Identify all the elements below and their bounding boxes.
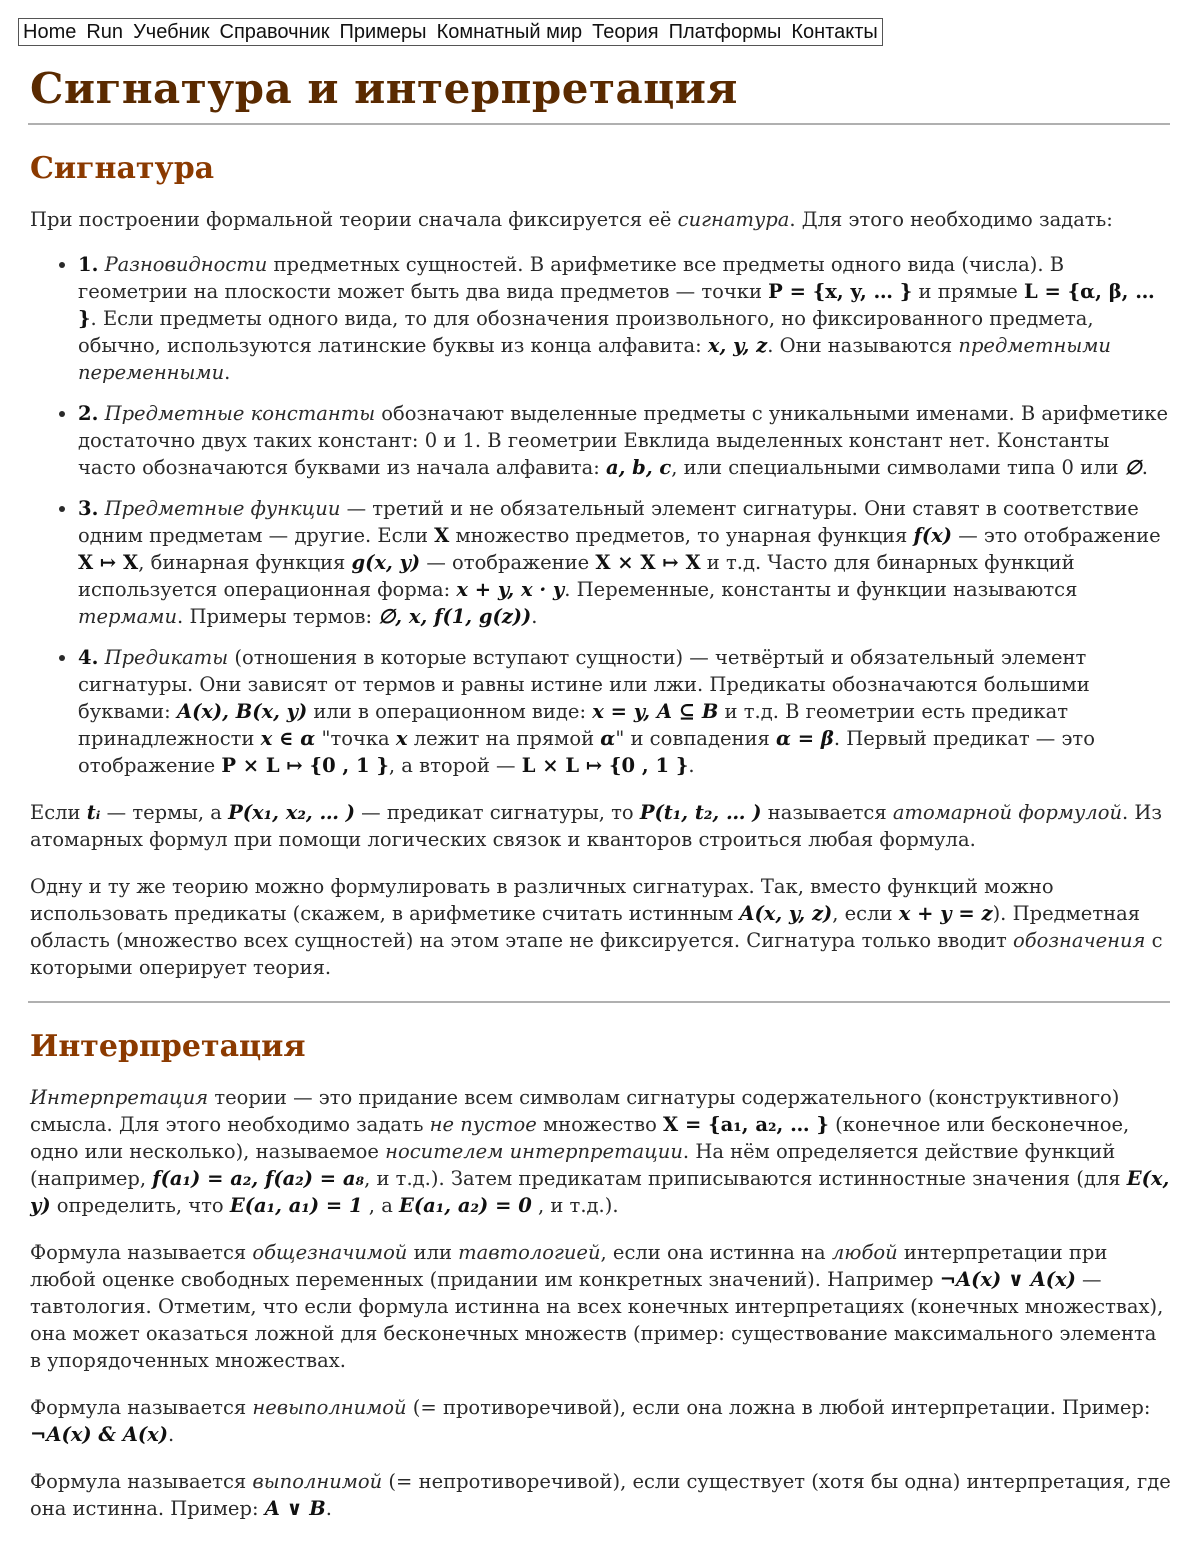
section-interpretation-title: Интерпретация (30, 1029, 306, 1064)
term: Разновидности (104, 253, 268, 276)
math: X (434, 524, 450, 547)
text: ). Предметная область (множество всех сущностей) на этом этапе не фиксируется. Сигнатура только вводит (30, 902, 1141, 952)
signature-list (30, 251, 1172, 779)
signature-intro (30, 206, 1172, 233)
item-number: 2. (78, 402, 99, 425)
term: Предметные функции (104, 497, 341, 520)
text: Одну и ту же теорию можно формулировать в различных сигнатурах. Так, вместо функций можно использовать предикаты (скажем, в арифметике считать истинным (30, 875, 1054, 925)
item-number: 1. (78, 253, 99, 276)
nav-theory[interactable]: Теория (592, 20, 659, 43)
math: A(x, y, z) (739, 902, 833, 925)
text: Формула называется (30, 1470, 253, 1493)
math: α = β (775, 727, 834, 750)
text: — предикат сигнатуры, то (354, 801, 640, 824)
text: или в операционном виде: (307, 700, 593, 723)
math: x, y, z (707, 334, 768, 357)
divider (28, 1001, 1170, 1003)
text: , и т.д.). Затем предикатам приписываются истинностные значения (для (364, 1167, 1127, 1190)
term: Предикаты (104, 646, 229, 669)
text: Если (30, 801, 87, 824)
math: A ∨ B (264, 1497, 326, 1520)
term: Предметные константы (104, 402, 376, 425)
math: f(x) (913, 524, 953, 547)
text: . (325, 1497, 332, 1520)
term: выполнимой (252, 1470, 383, 1493)
term: сигнатура (677, 208, 790, 231)
nav-platforms[interactable]: Платформы (668, 20, 782, 43)
term: общезначимой (252, 1241, 408, 1264)
signature-para-atomic (30, 799, 1172, 853)
text: — отображение (420, 551, 596, 574)
text: множество предметов, то унарная функция (449, 524, 914, 547)
text: — это отображение (952, 524, 1161, 547)
term: атомарной формулой (892, 801, 1122, 824)
math: A(x), B(x, y) (176, 700, 308, 723)
text: множество (536, 1113, 664, 1136)
text: (отношения в которые вступают сущности) — четвёртый и обязательный элемент сигнатуры. Они зависят от термов и равны истине или лжи. Предикаты обозначаются большими буквами: (78, 646, 1090, 723)
math: α (600, 727, 616, 750)
text: " и совпадения (615, 727, 776, 750)
text: Формула называется (30, 1396, 253, 1419)
nav-run[interactable]: Run (86, 20, 124, 43)
text: и т.д. В геометрии есть предикат принадлежности (78, 700, 1069, 750)
text: и т.д. Часто для бинарных функций используется операционная форма: (78, 551, 1075, 601)
text: — термы, а (100, 801, 229, 824)
math: E(x, y) (30, 1167, 1170, 1217)
text: . (167, 1423, 175, 1446)
text: . Для этого необходимо задать: (789, 208, 1113, 231)
text: теории — это придание всем символам сигнатуры содержательного (конструктивного) смысла. Для этого необходимо задать (30, 1086, 1120, 1136)
text: . (531, 605, 538, 628)
term: термами (78, 605, 178, 628)
term: предметными переменными (78, 334, 1111, 384)
text: , бинарная функция (138, 551, 352, 574)
text: обозначают выделенные предметы с уникальными именами. В арифметике достаточно двух таких констант: 0 и 1. В геометрии Евклида выделенных констант нет. Константы часто обозначаются буквами из начала алфавита: (78, 402, 1169, 479)
signature-para-same-theory (30, 873, 1172, 981)
text: . Переменные, константы и функции называются (564, 578, 1078, 601)
text: (= непротиворечивой), если существует (хотя бы одна) интерпретация, где она истинна. Пример: (30, 1470, 1171, 1520)
text: . Первый предикат — это отображение (78, 727, 1095, 777)
list-item (78, 400, 1172, 481)
nav-examples[interactable]: Примеры (339, 20, 427, 43)
divider (28, 123, 1170, 125)
math: x = y, A ⊆ B (592, 700, 719, 723)
math: P × L ↦ {0 , 1 } (221, 754, 389, 777)
math: x ∈ α (260, 727, 316, 750)
text: называется (761, 801, 893, 824)
text: — третий и не обязательный элемент сигнатуры. Они ставят в соответствие одним предметам — другие. Если (78, 497, 1139, 547)
text: . (688, 754, 695, 777)
text: лежит на прямой (407, 727, 601, 750)
math: X = {a₁, a₂, … } (663, 1113, 829, 1136)
term: тавтологией (458, 1241, 601, 1264)
text: , если она истинна на (600, 1241, 832, 1264)
interpretation-para-tautology (30, 1239, 1172, 1374)
term: Интерпретация (30, 1086, 209, 1109)
page-title: Сигнатура и интерпретация (30, 64, 738, 113)
math: P(t₁, t₂, … ) (639, 801, 762, 824)
text: . (224, 361, 231, 384)
math: ¬A(x) ∨ A(x) (939, 1268, 1076, 1291)
nav-home[interactable]: Home (23, 20, 77, 43)
text: , или специальными символами типа 0 или (671, 456, 1125, 479)
math: g(x, y) (351, 551, 421, 574)
text: . Они называются (767, 334, 959, 357)
text: интерпретации при любой оценке свободных переменных (придании им конкретных значений). Например (30, 1241, 1108, 1291)
text: предметных сущностей. В арифметике все предметы одного вида (числа). В геометрии на плоскости может быть два вида предметов — точки (78, 253, 1065, 303)
math: x + y, x · y (456, 578, 565, 601)
math: a, b, c (605, 456, 672, 479)
text: или (407, 1241, 459, 1264)
text: . (1141, 456, 1148, 479)
text: — тавтология. Отметим, что если формула истинна на всех конечных интерпретациях (конечных множествах), она может оказаться ложной для бесконечных множеств (пример: существование максимального элемента в упорядоченных множествах. (30, 1268, 1164, 1372)
text: (конечное или бесконечное, одно или несколько), называемое (30, 1113, 1130, 1163)
nav-room-world[interactable]: Комнатный мир (436, 20, 583, 43)
text: Формула называется (30, 1241, 253, 1264)
text: (= противоречивой), если она ложна в любой интерпретации. Пример: (406, 1396, 1151, 1419)
term: любой (831, 1241, 898, 1264)
term: не пустое (429, 1113, 537, 1136)
math: f(a₁) = a₂, f(a₂) = a₈ (152, 1167, 365, 1190)
text: . Из атомарных формул при помощи логических связок и кванторов строиться любая формула. (30, 801, 1163, 851)
math: L = {α, β, … } (78, 280, 1155, 330)
text: , а второй — (388, 754, 522, 777)
term: обозначения (1012, 929, 1146, 952)
top-nav (18, 18, 883, 46)
term: носителем интерпретации (385, 1140, 683, 1163)
text: определить, что (50, 1194, 230, 1217)
text: и прямые (912, 280, 1024, 303)
math: X ↦ X (78, 551, 139, 574)
text: . На нём определяется действие функций (например, (30, 1140, 1116, 1190)
math: x + y = z (898, 902, 993, 925)
interpretation-para-unsatisfiable (30, 1394, 1172, 1448)
math: X × X ↦ X (595, 551, 701, 574)
item-number: 3. (78, 497, 99, 520)
item-number: 4. (78, 646, 99, 669)
text: , если (832, 902, 899, 925)
math: E(a₁, a₂) = 0 (399, 1194, 532, 1217)
math: E(a₁, a₁) = 1 (229, 1194, 363, 1217)
math: P = {x, y, … } (768, 280, 913, 303)
text: . Примеры термов: (177, 605, 379, 628)
interpretation-para-satisfiable (30, 1468, 1172, 1522)
nav-reference[interactable]: Справочник (219, 20, 330, 43)
term: невыполнимой (252, 1396, 407, 1419)
nav-contacts[interactable]: Контакты (791, 20, 878, 43)
interpretation-para-definition (30, 1084, 1172, 1219)
list-item (78, 644, 1172, 779)
main-content (30, 58, 1172, 1522)
list-item (78, 251, 1172, 386)
text: "точка (315, 727, 396, 750)
text: , а (362, 1194, 400, 1217)
nav-tutorial[interactable]: Учебник (133, 20, 210, 43)
text: с которыми оперирует теория. (30, 929, 1163, 979)
math: tᵢ (86, 801, 101, 824)
math: ¬A(x) & A(x) (30, 1423, 168, 1446)
math: ∅, x, f(1, g(z)) (378, 605, 532, 628)
text: . Если предметы одного вида, то для обозначения произвольного, но фиксированного предмета, обычно, используются латинские буквы из конца алфавита: (78, 307, 1094, 357)
math: L × L ↦ {0 , 1 } (521, 754, 689, 777)
text: , и т.д.). (531, 1194, 619, 1217)
math: x (395, 727, 408, 750)
list-item (78, 495, 1172, 630)
math: ∅ (1124, 456, 1142, 479)
math: P(x₁, x₂, … ) (228, 801, 355, 824)
section-signature-title: Сигнатура (30, 151, 215, 186)
text: При построении формальной теории сначала фиксируется её (30, 208, 678, 231)
